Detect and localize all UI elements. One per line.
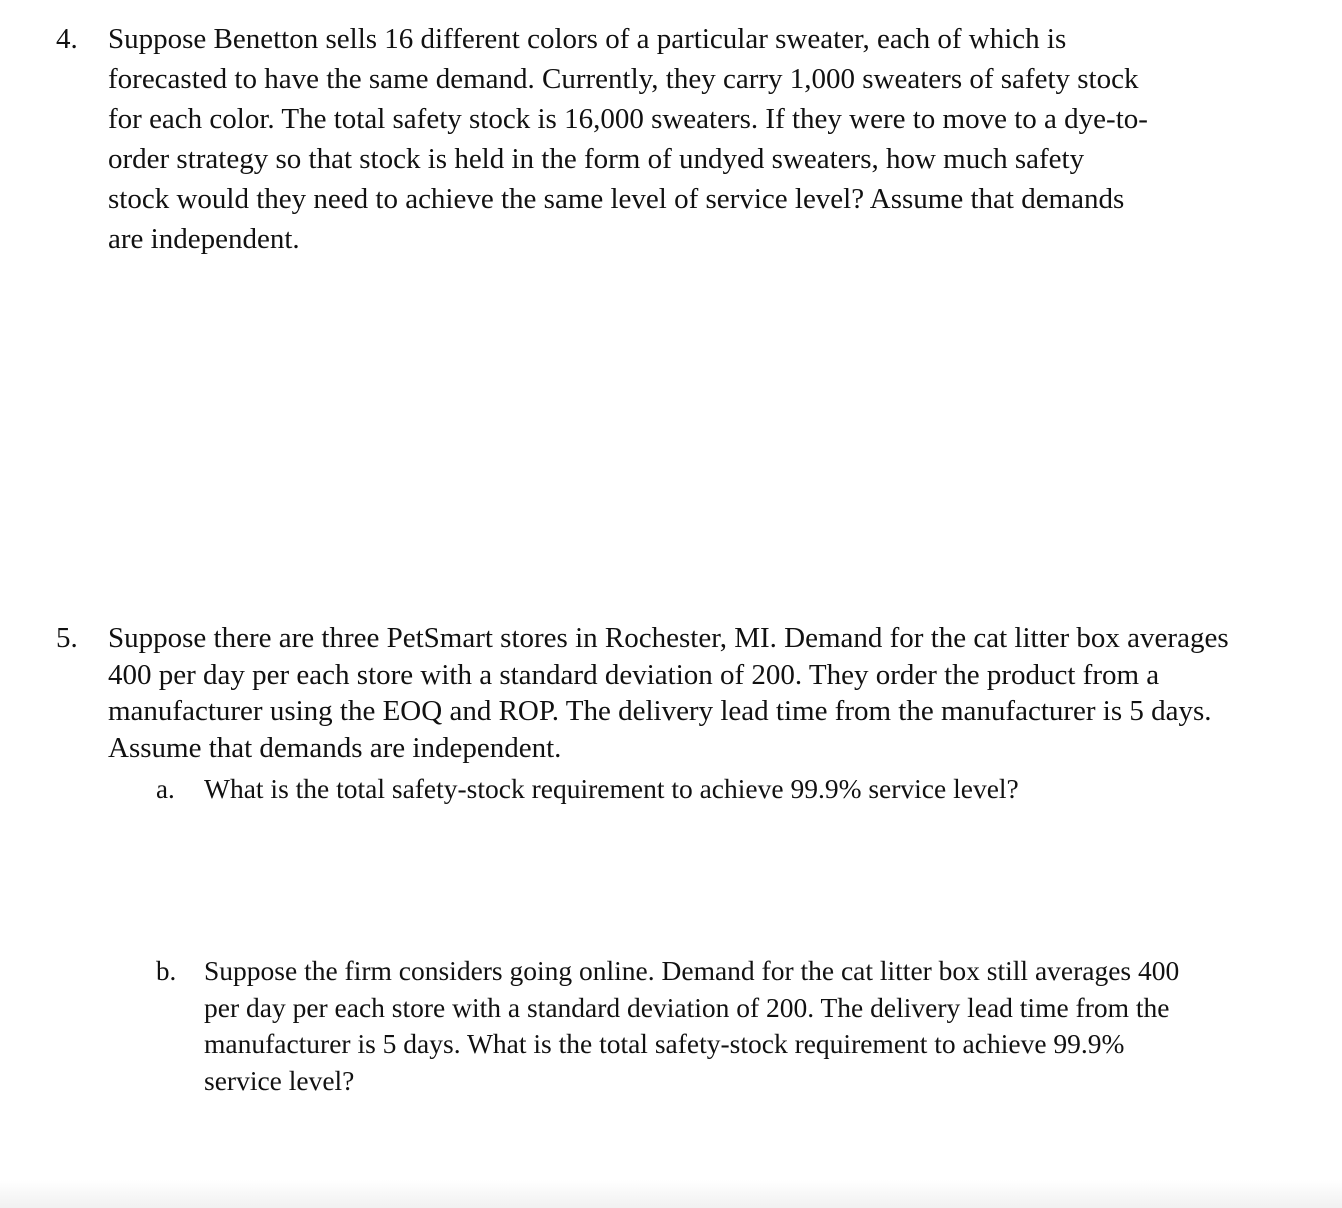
question-text	[108, 620, 1268, 766]
text-line: stock would they need to achieve the same level of service level? Assume that demands	[108, 183, 1125, 215]
text-line: for each color. The total safety stock is 16,000 sweaters. If they were to move to a dye-to-	[108, 103, 1148, 135]
text-line: Suppose the firm considers going online. Demand for the cat litter box still averages 400	[204, 955, 1180, 986]
page-bottom-edge	[0, 1180, 1342, 1208]
text-line: per day per each store with a standard deviation of 200. The delivery lead time from the	[204, 991, 1170, 1023]
subpart-text	[204, 771, 1284, 808]
text-line: Assume that demands are independent.	[108, 731, 562, 764]
text-line: 400 per day per each store with a standard deviation of 200. They order the product from a	[108, 658, 1160, 691]
text-line: order strategy so that stock is held in the form of undyed sweaters, how much safety	[108, 143, 1085, 175]
text-line: Suppose Benetton sells 16 different colors of a particular sweater, each of which is	[108, 23, 1067, 55]
text-line: service level?	[204, 1064, 355, 1096]
question-text	[108, 19, 1268, 259]
subpart-label: a.	[156, 774, 175, 804]
question-number: 4.	[56, 23, 78, 55]
text-line: Suppose there are three PetSmart stores in Rochester, MI. Demand for the cat litter box averages	[108, 622, 1229, 654]
subpart-label: b.	[156, 956, 177, 986]
text-line: forecasted to have the same demand. Currently, they carry 1,000 sweaters of safety stock	[108, 63, 1139, 95]
subpart-text	[204, 953, 1284, 1099]
text-line: are independent.	[108, 223, 300, 255]
text-line: manufacturer is 5 days. What is the total safety-stock requirement to achieve 99.9%	[204, 1028, 1125, 1059]
text-line: manufacturer using the EOQ and ROP. The delivery lead time from the manufacturer is 5 days.	[108, 695, 1212, 727]
question-number: 5.	[56, 622, 78, 654]
text-line: What is the total safety-stock requirement to achieve 99.9% service level?	[204, 773, 1019, 804]
